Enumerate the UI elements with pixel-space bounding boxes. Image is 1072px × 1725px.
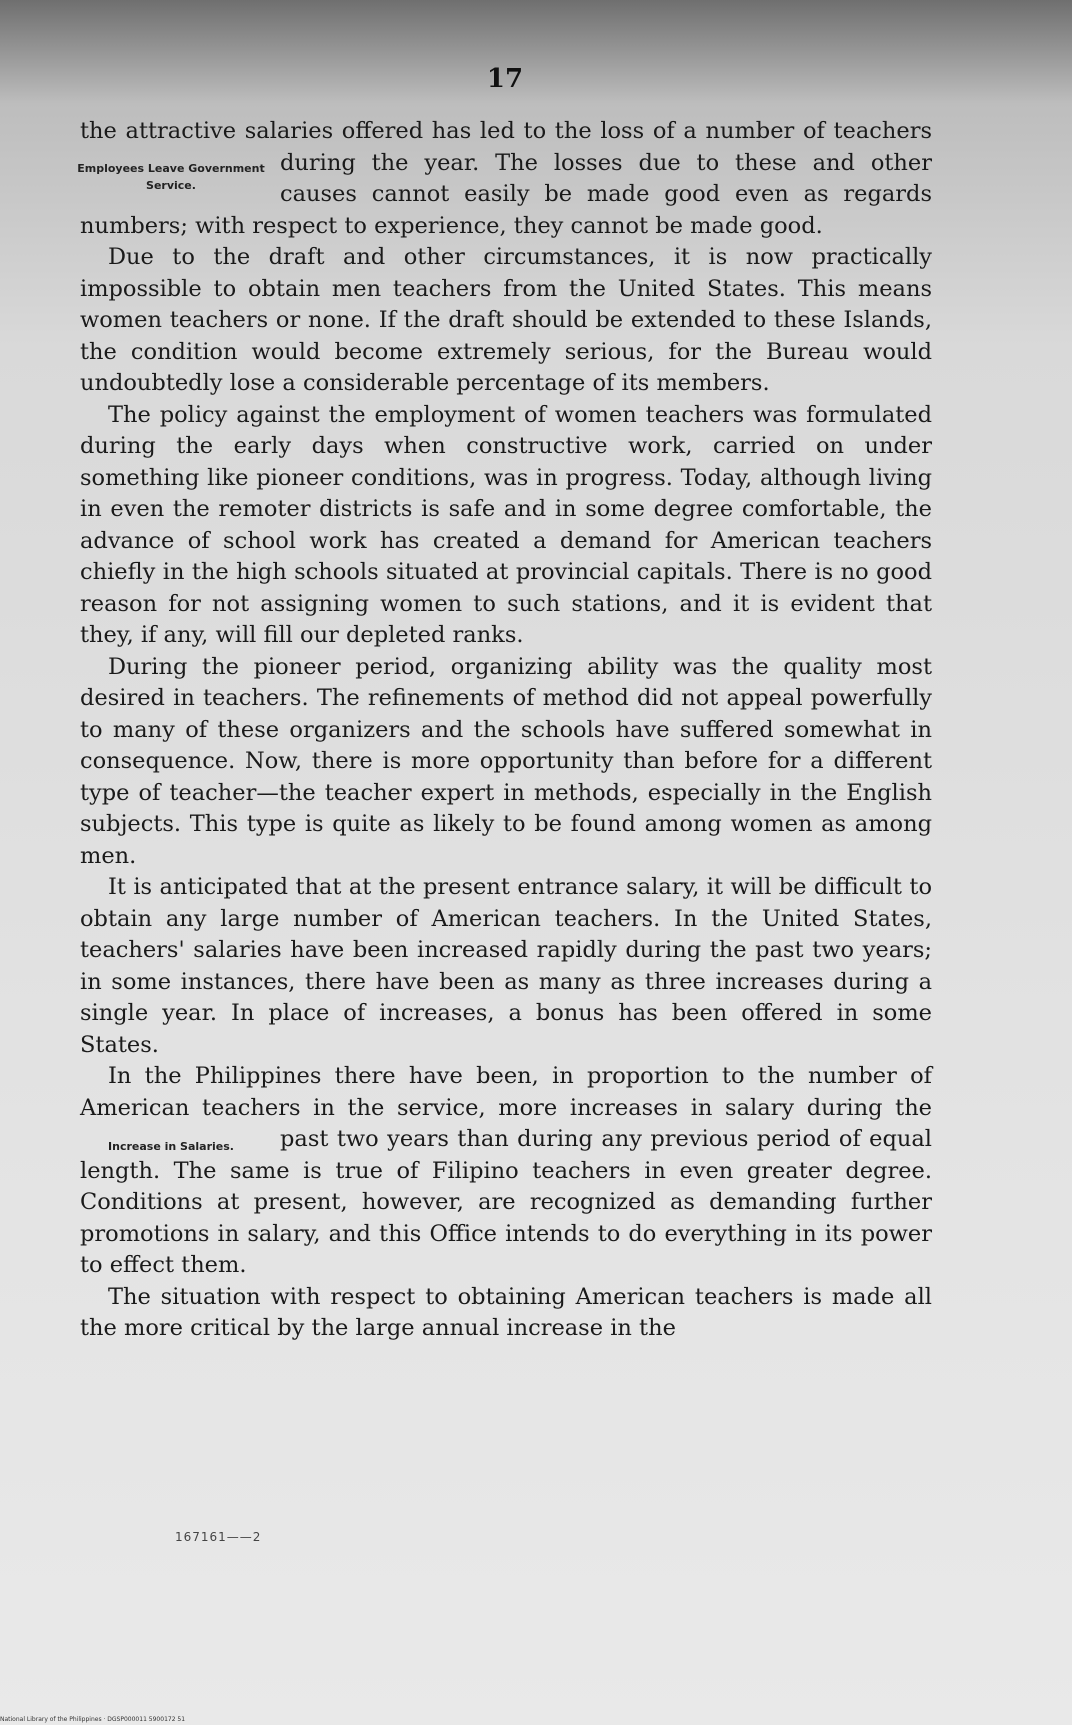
paragraph-7: The situation with respect to obtaining American teachers is made all the more critical by the large annual increase in the — [80, 1283, 932, 1341]
document-body — [77, 116, 932, 1345]
paragraph-1-lead: the attractive salaries offered has led to the loss of a number of — [80, 118, 825, 144]
paragraph-6 — [80, 1061, 932, 1282]
paragraph-1 — [77, 116, 932, 242]
marginal-note-increase-salaries: Increase in Salaries. — [108, 1140, 234, 1153]
archive-caption: National Library of the Philippines · DGSP000011 5900172 51 — [0, 1716, 186, 1723]
paragraph-1-rest: teachers during the year. The losses due to these and other causes cannot easily be made good even as regards numbers; with respect to experience, they cannot be made good. — [80, 118, 932, 239]
paragraph-5: It is anticipated that at the present entrance salary, it will be difficult to obtain any large number of American teachers. In the United States, teachers' salaries have been increased rapidly during the past two years; in some instances, there have been as many as three increases during a single year. In place of increases, a bonus has been offered in some States. — [80, 874, 932, 1058]
paragraph-6-lead: In the Philippines there have been, in proportion to the number of American teachers in the service, more increases in salary during the past two years than during any previous period of — [80, 1063, 932, 1152]
paragraph-4: During the pioneer period, organizing ability was the quality most desired in teachers. The refinements of method did not appeal powerfully to many of these organizers and the schools have suffered somewhat in consequence. Now, there is more opportunity than before for a different type of teacher—the teacher expert in methods, especially in the English subjects. This type is quite as likely to be found among women as among men. — [80, 653, 932, 869]
paragraph-2: Due to the draft and other circumstances, it is now practically impossible to obtain men teachers from the United States. This means women teachers or none. If the draft should be extended to these Islands, the condition would become extremely serious, for the Bureau would undoubtedly lose a considerable percentage of its members. — [80, 244, 932, 396]
paragraph-3: The policy against the employment of women teachers was formulated during the early days when constructive work, carried on under something like pioneer conditions, was in progress. Today, although living in even the remoter districts is safe and in some degree comfortable, the advance of school work has created a demand for American teachers chiefly in the high schools situated at provincial capitals. There is no good reason for not assigning women to such stations, and it is evident that they, if any, will fill our depleted ranks. — [80, 401, 932, 648]
marginal-note-employees-leave: Employees Leave Government Service. — [77, 161, 265, 192]
signature-mark: 167161——2 — [175, 1530, 262, 1544]
page-number: 17 — [486, 64, 524, 94]
paragraph-6-rest: equal length. The same is true of Filipino teachers in even greater degree. Conditions at present, however, are recognized as demanding further promotions in salary, and this Office intends to do everything in its power to effect them. — [80, 1126, 932, 1278]
